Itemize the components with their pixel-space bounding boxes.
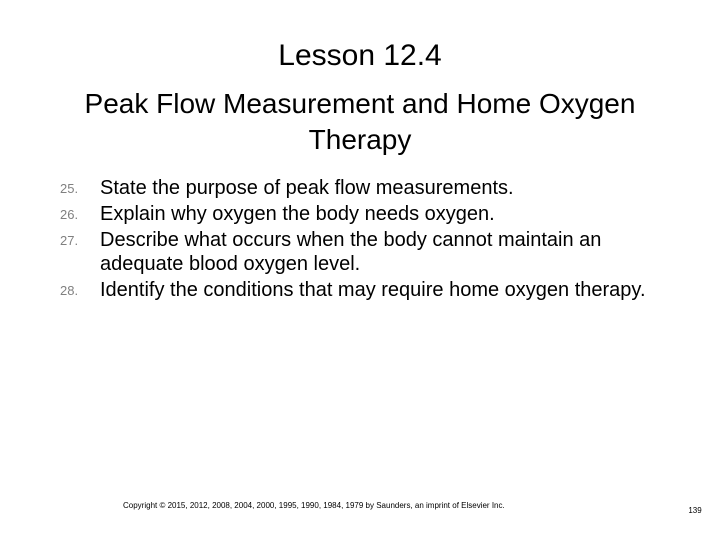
objective-number: 28. — [60, 283, 79, 298]
page-number: 139 — [688, 506, 702, 515]
objective-item — [60, 228, 680, 276]
objective-item — [60, 176, 680, 200]
objective-item — [60, 202, 680, 226]
objective-text: Identify the conditions that may require home oxygen therapy. — [100, 279, 646, 301]
slide-title: Lesson 12.4 — [278, 39, 442, 72]
slide-subtitle: Peak Flow Measurement and Home Oxygen Therapy — [84, 88, 636, 155]
objective-text: Describe what occurs when the body cannot maintain an adequate blood oxygen level. — [100, 229, 602, 275]
objectives-list — [60, 176, 680, 304]
objective-item — [60, 278, 680, 302]
objective-text: Explain why oxygen the body needs oxygen. — [100, 203, 495, 225]
objective-number: 27. — [60, 233, 79, 248]
copyright-notice: Copyright © 2015, 2012, 2008, 2004, 2000, 1995, 1990, 1984, 1979 by Saunders, an imprint of Elsevier Inc. — [123, 501, 505, 510]
objective-number: 26. — [60, 207, 79, 222]
objective-text: State the purpose of peak flow measurements. — [100, 177, 514, 199]
objective-number: 25. — [60, 181, 79, 196]
